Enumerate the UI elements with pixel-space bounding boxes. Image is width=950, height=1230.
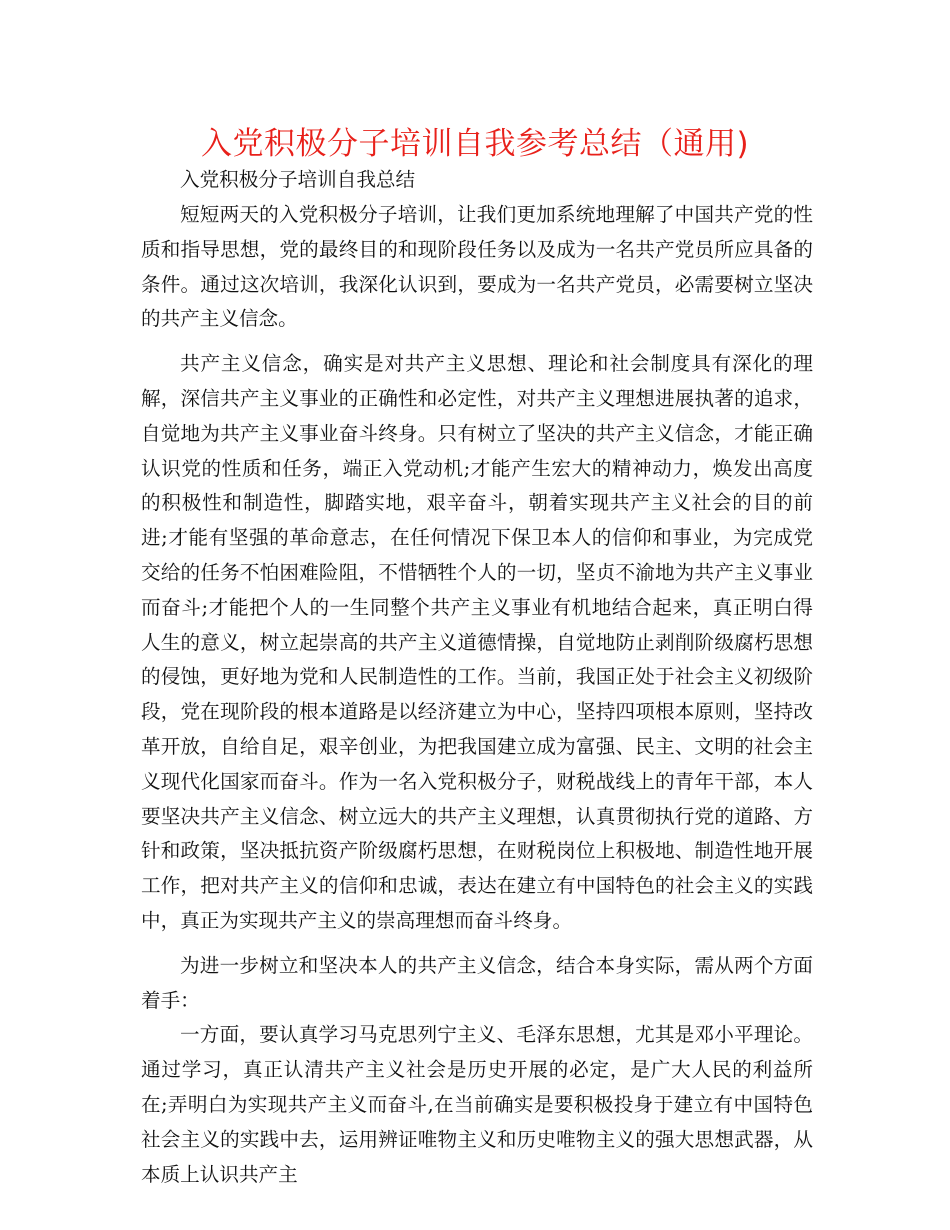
paragraph: 短短两天的入党积极分子培训，让我们更加系统地理解了中国共产党的性质和指导思想，党的最终目的和现阶段任务以及成为一名共产党员所应具备的条件。通过这次培训，我深化认识到，要成为一名共产党员，必需要树立坚决的共产主义信念。 bbox=[141, 203, 813, 331]
paragraph: 共产主义信念，确实是对共产主义思想、理论和社会制度具有深化的理解，深信共产主义事业的正确性和必定性，对共产主义理想进展执著的追求，自觉地为共产主义事业奋斗终身。只有树立了坚决的共产主义信念，才能正确认识党的性质和任务，端正入党动机;才能产生宏大的精神动力，焕发出高度的积极性和制造性，脚踏实地，艰辛奋斗，朝着实现共产主义社会的目的前进;才能有坚强的革命意志，在任何情况下保卫本人的信仰和事业，为完成党交给的任务不怕困难险阻，不惜牺牲个人的一切，坚贞不渝地为共产主义事业而奋斗;才能把个人的一生同整个共产主义事业有机地结合起来，真正明白得人生的意义，树立起崇高的共产主义道德情操，自觉地防止剥削阶级腐朽思想的侵蚀，更好地为党和人民制造性的工作。当前，我国正处于社会主义初级阶段，党在现阶段的根本道路是以经济建立为中心，坚持四项根本原则，坚持改革开放，自给自足，艰辛创业，为把我国建立成为富强、民主、文明的社会主义现代化国家而奋斗。作为一名入党积极分子，财税战线上的青年干部，本人要坚决共产主义信念、树立远大的共产主义理想，认真贯彻执行党的道路、方针和政策，坚决抵抗资产阶级腐朽思想，在财税岗位上积极地、制造性地开展工作，把对共产主义的信仰和忠诚，表达在建立有中国特色的社会主义的实践中，真正为实现共产主义的崇高理想而奋斗终身。 bbox=[141, 352, 813, 932]
document-subtitle: 入党积极分子培训自我总结 bbox=[180, 168, 416, 191]
document-title: 入党积极分子培训自我参考总结（通用) bbox=[200, 126, 750, 162]
paragraph: 为进一步树立和坚决本人的共产主义信念，结合本身实际，需从两个方面着手： bbox=[141, 953, 813, 1012]
paragraph: 一方面，要认真学习马克思列宁主义、毛泽东思想，尤其是邓小平理论。通过学习，真正认清共产主义社会是历史开展的必定，是广大人民的利益所在;弄明白为实现共产主义而奋斗,在当前确实是要积极投身于建立有中国特色社会主义的实践中去，运用辨证唯物主义和历史唯物主义的强大思想武器，从本质上认识共产主 bbox=[141, 1023, 813, 1186]
document-body bbox=[141, 162, 813, 1192]
